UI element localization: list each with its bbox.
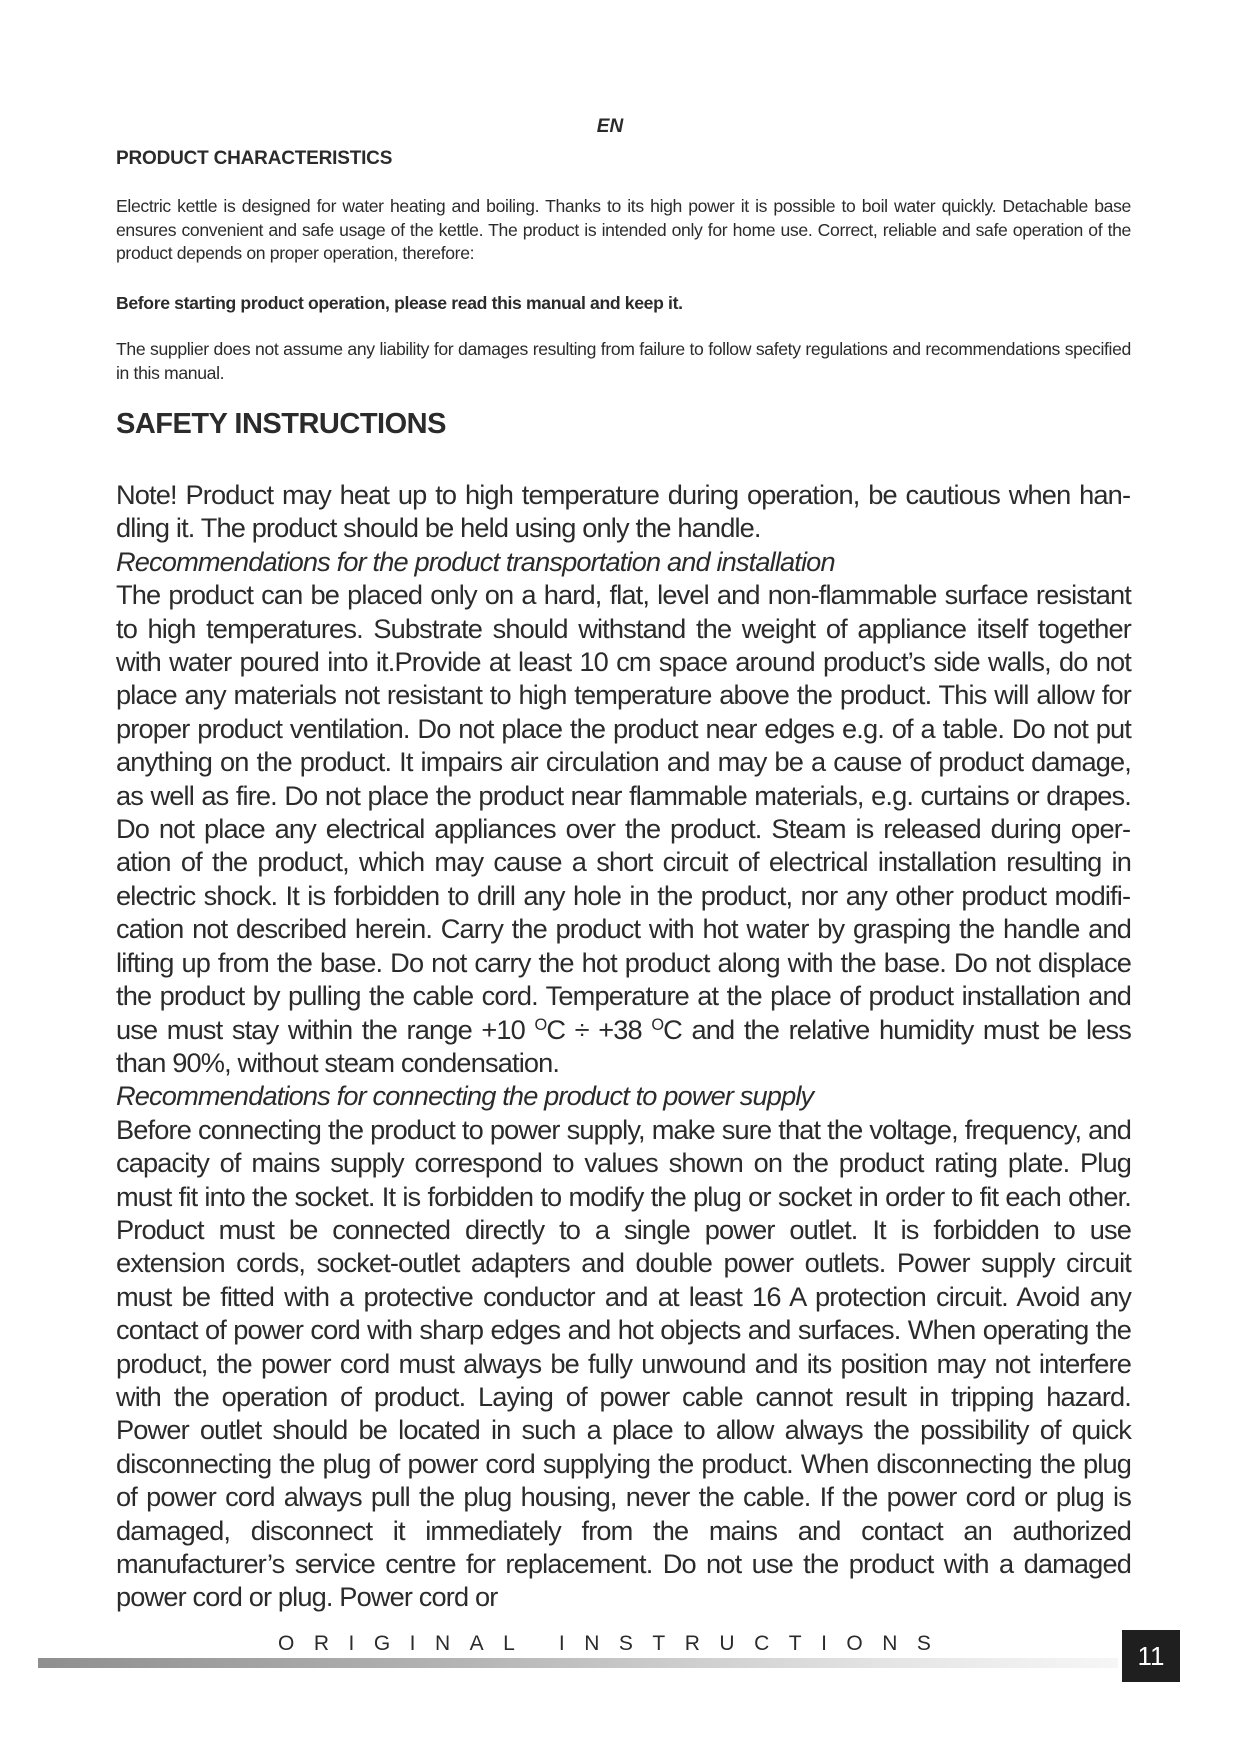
transport-section-text	[116, 578, 1131, 1079]
transport-section-heading: Recommendations for the product transportation and installation	[116, 545, 835, 577]
read-manual-notice: Before starting product operation, please read this manual and keep it.	[116, 293, 683, 313]
transport-text-part-2: C and the relative humidity must be less than 90%, without steam condensation.	[116, 1013, 1131, 1078]
degree-symbol: O	[534, 1015, 547, 1034]
degree-symbol: O	[651, 1015, 664, 1034]
language-code: EN	[596, 116, 624, 137]
supplier-liability-notice: The supplier does not assume any liability for damages resulting from failure to follow safety regulations and recommendations specified in this manual.	[116, 339, 1131, 383]
product-intro-paragraph: Electric kettle is designed for water heating and boiling. Thanks to its high power it is possible to boil water quickly. Detachable base ensures convenient and safe usage of the kettle. The product is intended only for home use. Correct, reliable and safe operation of the product depends on proper operation, therefore:	[116, 196, 1131, 263]
temperature-range-text: C ÷ +38	[546, 1013, 652, 1045]
safety-instructions-heading: SAFETY INSTRUCTIONS	[116, 408, 446, 440]
power-section-heading: Recommendations for connecting the product to power supply	[116, 1080, 814, 1112]
safety-instructions-body	[116, 478, 1131, 1614]
safety-note: Note! Product may heat up to high temperature during operation, be cautious when handling it. The product should be held using only the handle.	[116, 479, 1131, 544]
footer-original-instructions: ORIGINAL INSTRUCTIONS	[278, 1632, 951, 1655]
page-number: 11	[1122, 1630, 1180, 1682]
product-characteristics-heading: PRODUCT CHARACTERISTICS	[116, 148, 393, 169]
power-section-text: Before connecting the product to power supply, make sure that the voltage, frequency, and capacity of mains supply correspond to values shown on the product rating plate. Plug must fit into the socket. It is forbidden to modify the plug or socket in order to fit each other. Product must be connected directly to a single power outlet. It is forbidden to use extension cords, socket-outlet adapters and double power outlets. Power supply circuit must be fitted with a protective conductor and at least 16 A protection circuit. Avoid any contact of power cord with sharp edges and hot objects and surfaces. When operating the product, the power cord must always be fully unwound and its position may not interfere with the operation of product. Laying of power cable cannot result in tripping hazard. Power outlet should be located in such a place to allow always the possibility of quick disconnecting the plug of power cord supplying the product. When disconnecting the plug of power cord always pull the plug housing, never the cable. If the power cord or plug is damaged, disconnect it immediately from the mains and contact an authorized manufacturer’s service centre for replacement. Do not use the product with a damaged power cord or plug. Power cord or	[116, 1113, 1131, 1613]
transport-text-part-1: The product can be placed only on a hard, flat, level and non-flammable surface resistant to high temperatures. Substrate should withstand the weight of appliance itself together with water poured into it.Provide at least 10 cm space around product’s side walls, do not place any materials not resistant to high temperature above the product. This will allow for proper product ventilation. Do not place the product near edges e.g. of a table. Do not put anything on the product. It impairs air circulation and may be a cause of product damage, as well as fire. Do not place the product near flammable materials, e.g. curtains or drapes. Do not place any electrical appliances over the product. Steam is released during operation of the product, which may cause a short circuit of electrical installation resulting in electric shock. It is forbidden to drill any hole in the product, nor any other product modification not described herein. Carry the product with hot water by grasping the handle and lifting up from the base. Do not carry the hot product along with the base. Do not displace the product by pulling the cable cord. Temperature at the place of product installation and use must stay within the range +10	[116, 579, 1131, 1045]
footer-gradient-bar	[38, 1658, 1118, 1668]
